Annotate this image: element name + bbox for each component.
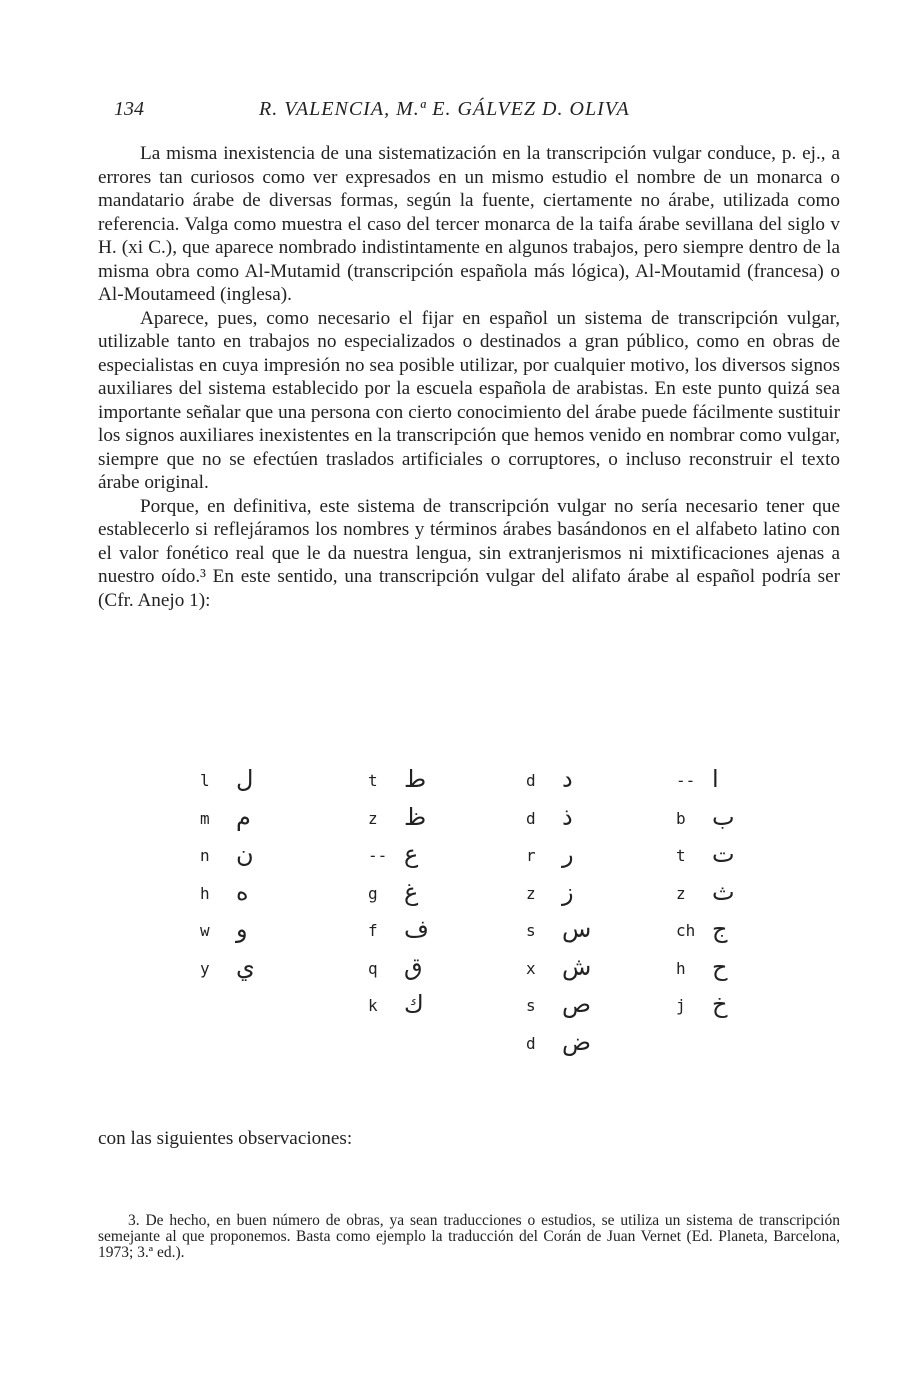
table-column-4 [676, 765, 786, 1028]
latin-letter: x [526, 958, 536, 978]
arabic-letter: د [562, 765, 573, 793]
table-row [676, 915, 786, 953]
latin-letter: d [526, 771, 536, 790]
arabic-letter: ه [236, 877, 249, 906]
table-column-1 [200, 765, 310, 990]
latin-letter: b [676, 808, 686, 828]
arabic-letter: م [236, 802, 251, 831]
latin-letter: l [200, 771, 210, 790]
arabic-letter: ف [404, 915, 429, 943]
latin-letter: d [526, 808, 536, 828]
arabic-letter: ع [404, 840, 419, 868]
latin-letter: d [526, 1033, 536, 1053]
arabic-letter: ك [404, 990, 424, 1018]
table-column-2 [368, 765, 478, 1028]
latin-letter: z [368, 808, 378, 828]
table-row [676, 840, 786, 878]
table-row [368, 765, 478, 803]
table-row [676, 990, 786, 1028]
arabic-letter: ح [712, 952, 728, 981]
latin-letter: g [368, 883, 378, 903]
arabic-letter: ظ [404, 802, 427, 831]
paragraph: La misma inexistencia de una sistematización en la transcripción vulgar conduce, p. ej., a errores tan curiosos como ver expresados en un mismo estudio el nombre de un monarca o mandatario árabe de diversas formas, según la fuente, ciertamente no árabe, utilizada como referencia. Valga como muestra el caso del tercer monarca de la taifa árabe sevillana del siglo v H. (xi C.), que aparece nombrado indistintamente en algunos trabajos, pero siempre dentro de la misma obra como Al-Mutamid (transcripción española más lógica), Al-Moutamid (francesa) o Al-Moutameed (inglesa). [98, 143, 840, 305]
latin-letter: q [368, 958, 378, 978]
latin-letter: s [526, 921, 536, 940]
table-row [676, 878, 786, 916]
arabic-letter: ن [236, 840, 254, 868]
table-row [200, 915, 310, 953]
latin-letter: r [526, 846, 536, 865]
latin-letter: h [676, 958, 686, 978]
table-row [526, 1028, 636, 1066]
arabic-letter: غ [404, 877, 419, 906]
table-row [200, 840, 310, 878]
table-row [526, 990, 636, 1028]
footnote-text: 3. De hecho, en buen número de obras, ya sean traducciones o estudios, se utiliza un sistema de transcripción semejante al que proponemos. Basta como ejemplo la traducción del Corán de Juan Vernet (Ed. Planeta, Barcelona, 1973; 3.ª ed.). [98, 1212, 840, 1261]
latin-letter: t [676, 846, 686, 865]
arabic-letter: ل [236, 765, 254, 793]
table-row [526, 953, 636, 991]
arabic-letter: ي [236, 952, 255, 981]
table-row [368, 803, 478, 841]
latin-letter: k [368, 996, 378, 1015]
transliteration-table [200, 765, 780, 1065]
latin-letter: z [526, 883, 536, 903]
latin-letter: -- [676, 771, 696, 790]
latin-letter: j [676, 996, 686, 1015]
page-header [114, 98, 839, 124]
body-text [98, 142, 840, 612]
table-row [526, 765, 636, 803]
latin-letter: n [200, 846, 210, 865]
table-row [200, 878, 310, 916]
table-row [200, 765, 310, 803]
paragraph: Porque, en definitiva, este sistema de transcripción vulgar no sería necesario tener que establecerlo si reflejáramos los nombres y términos árabes basándonos en el alfabeto latino con el valor fonético real que le da nuestra lengua, sin extranjerismos ni mixtificaciones ajenas a nuestro oído.³ En este sentido, una transcripción vulgar del alifato árabe al español podría ser (Cfr. Anejo 1): [98, 495, 840, 611]
latin-letter: y [200, 958, 210, 978]
latin-letter: z [676, 883, 686, 903]
latin-letter: f [368, 921, 378, 940]
arabic-letter: ج [712, 915, 728, 943]
table-column-3 [526, 765, 636, 1065]
table-row [368, 915, 478, 953]
latin-letter: t [368, 771, 378, 790]
table-row [368, 990, 478, 1028]
table-row [526, 915, 636, 953]
table-row [526, 878, 636, 916]
arabic-letter: ث [712, 877, 735, 906]
table-row [676, 765, 786, 803]
table-row [526, 840, 636, 878]
footnote [98, 1213, 840, 1261]
table-row [200, 803, 310, 841]
arabic-letter: ز [562, 877, 574, 906]
arabic-letter: ر [562, 840, 574, 868]
arabic-letter: ق [404, 952, 423, 981]
running-head: R. VALENCIA, M.ª E. GÁLVEZ D. OLIVA [259, 98, 630, 120]
arabic-letter: س [562, 915, 592, 943]
arabic-letter: ت [712, 840, 735, 868]
table-row [526, 803, 636, 841]
arabic-letter: ا [712, 765, 719, 793]
latin-letter: m [200, 808, 210, 828]
arabic-letter: و [236, 915, 248, 943]
table-row [676, 953, 786, 991]
latin-letter: -- [368, 846, 388, 865]
arabic-letter: خ [712, 990, 728, 1018]
arabic-letter: ض [562, 1027, 592, 1056]
page-number: 134 [114, 98, 144, 120]
latin-letter: h [200, 883, 210, 903]
table-row [368, 878, 478, 916]
latin-letter: ch [676, 921, 696, 940]
arabic-letter: ط [404, 765, 427, 793]
arabic-letter: ص [562, 990, 592, 1018]
arabic-letter: ش [562, 952, 592, 981]
latin-letter: s [526, 996, 536, 1015]
table-row [200, 953, 310, 991]
table-row [368, 840, 478, 878]
closing-line: con las siguientes observaciones: [98, 1128, 353, 1149]
latin-letter: w [200, 921, 210, 940]
arabic-letter: ذ [562, 802, 573, 831]
paragraph: Aparece, pues, como necesario el fijar en español un sistema de transcripción vulgar, utilizable tanto en trabajos no especializados o destinados a gran público, como en obras de especialistas en cuya impresión no sea posible utilizar, por cualquier motivo, los diversos signos auxiliares del sistema establecido por la escuela española de arabistas. En este punto quizá sea importante señalar que una persona con cierto conocimiento del árabe puede fácilmente sustituir los signos auxiliares inexistentes en la transcripción que hemos venido en nombrar como vulgar, siempre que no se efectúen traslados artificiales o corruptores, o incluso reconstruir el texto árabe original. [98, 307, 840, 493]
arabic-letter: ب [712, 802, 735, 831]
table-row [368, 953, 478, 991]
table-row [676, 803, 786, 841]
